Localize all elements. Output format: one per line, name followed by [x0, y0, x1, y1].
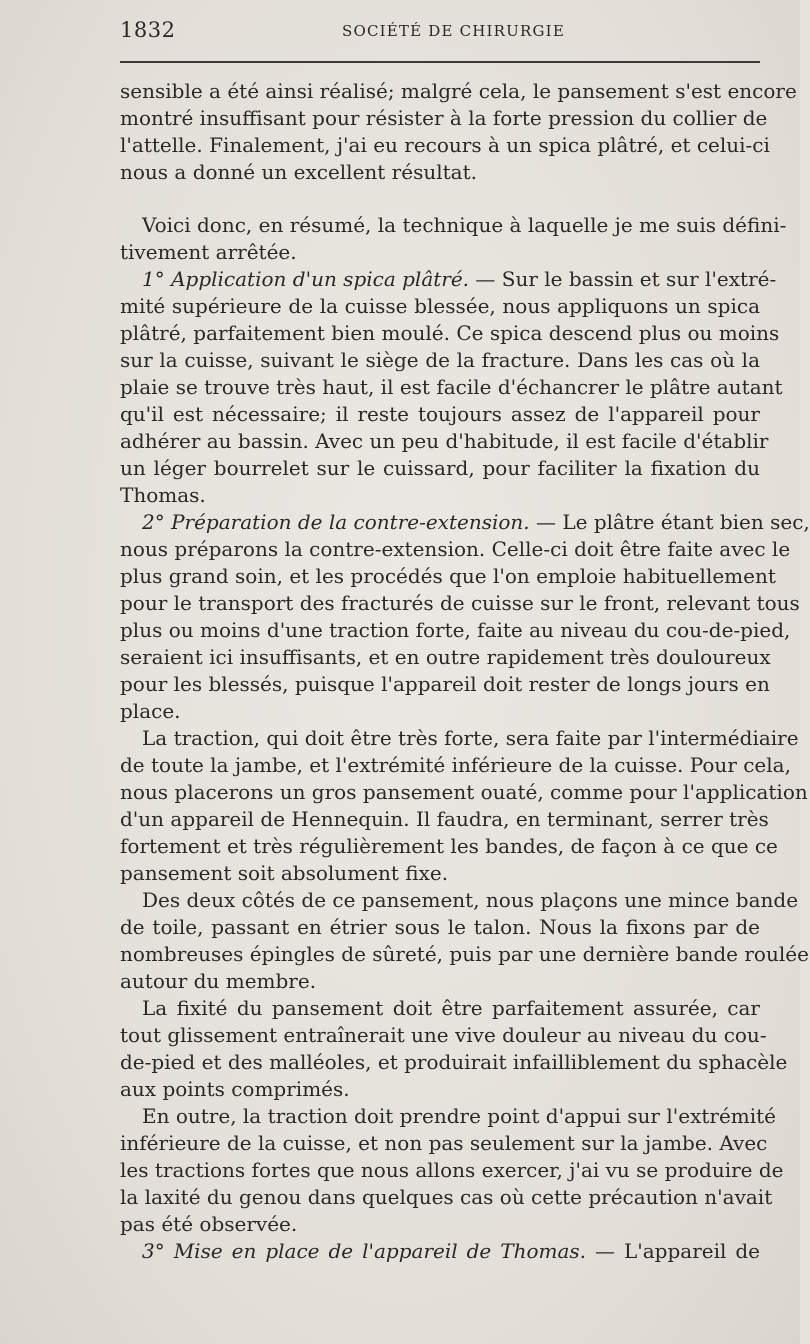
- text-line: autour du membre.: [120, 969, 317, 993]
- text-line: de-pied et des malléoles, et produirait infailliblement du sphacèle: [120, 1050, 788, 1074]
- text-line: de toute la jambe, et l'extrémité inférieure de la cuisse. Pour cela,: [120, 753, 791, 777]
- text-line: tivement arrêtée.: [120, 240, 297, 264]
- section-heading-1: 1° Application d'un spica plâtré.: [142, 267, 470, 291]
- section-heading-line: [120, 509, 810, 536]
- text-line: plus grand soin, et les procédés que l'on emploie habituellement: [120, 564, 776, 588]
- text-line: l'attelle. Finalement, j'ai eu recours à un spica plâtré, et celui-ci: [120, 133, 770, 157]
- text-line: adhérer au bassin. Avec un peu d'habitude, il est facile d'établir: [120, 429, 769, 453]
- page-number: 1832: [120, 18, 176, 42]
- text-line: un léger bourrelet sur le cuissard, pour faciliter la fixation du: [120, 456, 760, 480]
- text-line: plaie se trouve très haut, il est facile d'échancrer le plâtre autant: [120, 375, 783, 399]
- text-line: d'un appareil de Hennequin. Il faudra, en terminant, serrer très: [120, 807, 769, 831]
- text-line: les tractions fortes que nous allons exercer, j'ai vu se produire de: [120, 1158, 784, 1182]
- text-line: En outre, la traction doit prendre point d'appui sur l'extrémité: [142, 1104, 777, 1128]
- text-line: la laxité du genou dans quelques cas où cette précaution n'avait: [120, 1185, 773, 1209]
- text-line: pour les blessés, puisque l'appareil doit rester de longs jours en: [120, 672, 770, 696]
- text-line: de toile, passant en étrier sous le talon. Nous la fixons par de: [120, 915, 760, 939]
- text-line: nous placerons un gros pansement ouaté, comme pour l'application: [120, 780, 808, 804]
- paragraph-gap: [120, 186, 760, 212]
- text-line: pas été observée.: [120, 1212, 298, 1236]
- text-line: plus ou moins d'une traction forte, faite au niveau du cou-de-pied,: [120, 618, 791, 642]
- text-line: nous préparons la contre-extension. Celle-ci doit être faite avec le: [120, 537, 791, 561]
- text-run: — L'appareil de: [594, 1239, 760, 1263]
- text-line: La fixité du pansement doit être parfaitement assurée, car: [142, 996, 760, 1020]
- header-rule: [120, 61, 760, 63]
- text-line: Voici donc, en résumé, la technique à laquelle je me suis défini-: [142, 213, 787, 237]
- section-heading-2: 2° Préparation de la contre-extension.: [142, 510, 530, 534]
- text-line: inférieure de la cuisse, et non pas seulement sur la jambe. Avec: [120, 1131, 768, 1155]
- body-text: [120, 78, 810, 1265]
- text-line: mité supérieure de la cuisse blessée, nous appliquons un spica: [120, 294, 760, 318]
- text-line: nous a donné un excellent résultat.: [120, 160, 477, 184]
- page-header: [120, 18, 760, 48]
- text-line: qu'il est nécessaire; il reste toujours assez de l'appareil pour: [120, 402, 760, 426]
- text-line: aux points comprimés.: [120, 1077, 350, 1101]
- text-line: tout glissement entraînerait une vive douleur au niveau du cou-: [120, 1023, 767, 1047]
- text-line: place.: [120, 699, 181, 723]
- section-heading-line: [120, 266, 777, 293]
- text-line: sur la cuisse, suivant le siège de la fracture. Dans les cas où la: [120, 348, 760, 372]
- text-run: — Sur le bassin et sur l'extré-: [475, 267, 777, 291]
- text-line: Des deux côtés de ce pansement, nous plaçons une mince bande: [142, 888, 799, 912]
- text-line: montré insuffisant pour résister à la forte pression du collier de: [120, 106, 768, 130]
- section-heading-3: 3° Mise en place de l'appareil de Thomas.: [142, 1239, 586, 1263]
- text-run: — Le plâtre étant bien sec,: [536, 510, 810, 534]
- text-line: sensible a été ainsi réalisé; malgré cela, le pansement s'est encore: [120, 79, 797, 103]
- text-line: nombreuses épingles de sûreté, puis par une dernière bande roulée: [120, 942, 809, 966]
- text-line: La traction, qui doit être très forte, sera faite par l'intermédiaire: [142, 726, 799, 750]
- text-line: pour le transport des fracturés de cuisse sur le front, relevant tous: [120, 591, 800, 615]
- text-line: fortement et très régulièrement les bandes, de façon à ce que ce: [120, 834, 778, 858]
- text-line: Thomas.: [120, 483, 206, 507]
- text-line: pansement soit absolument fixe.: [120, 861, 449, 885]
- running-head: SOCIÉTÉ DE CHIRURGIE: [342, 22, 565, 40]
- text-line: seraient ici insuffisants, et en outre rapidement très douloureux: [120, 645, 771, 669]
- text-line: plâtré, parfaitement bien moulé. Ce spica descend plus ou moins: [120, 321, 780, 345]
- section-heading-line: [120, 1238, 760, 1265]
